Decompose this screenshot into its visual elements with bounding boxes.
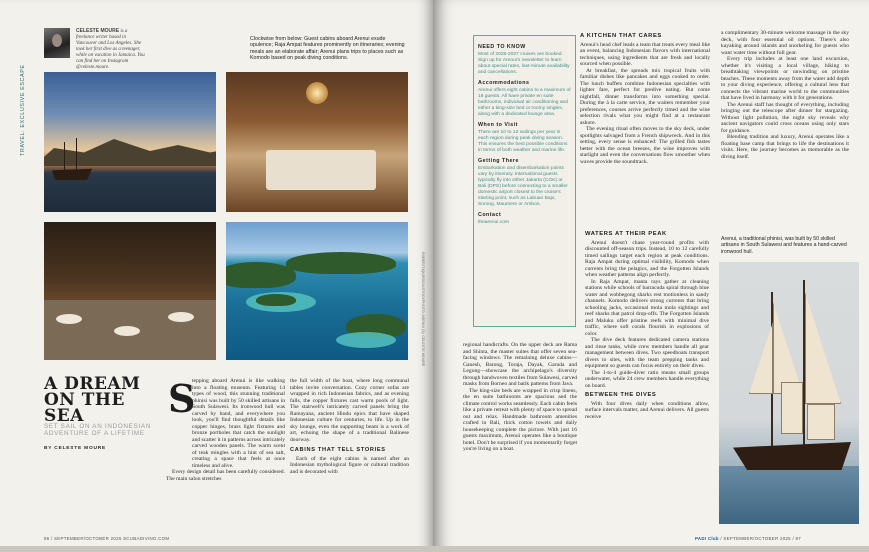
body-paragraph: the full width of the boat, where long communal tables invite conversation. Cozy corner sofas are wrapped in rich Indonesian fabrics, and as evening falls, the copper fixtures cast warm pools of light. The stairwell's intricately carved panels bring the Ramayana, ancient Hindu epics that have shaped Indonesian culture for centuries, to life. Up in the sky lounge, even the supporting beam is a work of art, echoing the shape of a traditional Balinese doorway. (290, 378, 409, 443)
sidebar-intro: Most of 2025-2027 cruises are booked. Sign up for Arenui's newsletter to learn about special rates, last-minute availability and cancellations. (478, 52, 570, 75)
body-paragraph: regional handicrafts. On the upper deck are Rama and Shinta, the master suites that offer seven sea-facing windows. The remaining deluxe cabins—Ganesh, Barong, Toraja, Dayak, Garuda and Legong—showcase the archipelago's diversity through handwoven textiles from Sulawesi, carved masks from Borneo and batik patterns from Java. (463, 342, 577, 387)
body-paragraph: tepping aboard Arenui is like walking into a floating museum. Featuring 14 types of wood, this stunning traditional phinisi was built by 50 skilled artisans in South Sulawesi. Its ironwood hull was carved by hand, and everywhere you look, you'll find thoughtful details like copper hinges, brass light fixtures and bronze portholes that catch the sunlight and scatter it in patterns across intricately carved wooden panels. The warm scent of teak mingles with a hint of sea salt, creating a space that feels at once timeless and alive. (192, 378, 285, 469)
body-paragraph: The Arenui staff has thought of everything, including bringing out the telescope after dinner for stargazing. Without light pollution, the night sky reveals why ancient navigators could cross oceans using only stars for guidance. (721, 101, 849, 134)
section-tag-text: TRAVEL: EXCLUSIVE ESCAPE (20, 64, 26, 156)
body-paragraph: Blending tradition and luxury, Arenui operates like a floating base camp that brings to life the destinations it visits. Here, the journey becomes as memorable as the diving itself. (721, 134, 849, 160)
body-paragraph: The 1-to-4 guide-diver ratio means small groups underwater, while 24 crew members handle everything on board. (585, 369, 709, 389)
author-box (44, 28, 234, 70)
body-column-2 (290, 378, 409, 475)
photo-raja-ampat-islands (226, 222, 408, 360)
subhead-between: BETWEEN THE DIVES (585, 392, 657, 398)
body-column-continued (463, 342, 577, 453)
sidebar-contact-link[interactable]: thearenui.com (478, 220, 509, 225)
sidebar-heading: Accommodations (478, 80, 530, 86)
photo-credit: ROBERTOQUIROGA/STOCKPHOTO; ARENUI (3); CELESTE MOURE (421, 252, 425, 367)
photo-caption: Clockwise from below: Guest cabins aboard Arenui exude opulence; Raja Ampat features prominently on itineraries; evening meals are an elaborate affair; Arenui plans trips to places such as Komodo based on peak diving conditions. (250, 36, 405, 61)
article-headline: A DREAM ON THE SEA (44, 374, 141, 426)
sidebar-heading: When to Visit (478, 122, 518, 128)
peak-column (585, 228, 709, 420)
body-paragraph: Arenui doesn't chase year-round profits with discounted off-season trips. Instead, 10 to 12 carefully timed sailings target each region at peak conditions. Raja Ampat during optimal visibility, Komodo when currents bring the pelagics, and the Forgotten Islands when weather patterns align perfectly. (585, 239, 709, 278)
sidebar-accommodations: Arenui offers eight cabins to a maximum of 16 guests. All have private en suite bathrooms, individual air conditioning and either a king-size bed or roomy singles, along with a dedicated lounge area. (478, 88, 571, 117)
body-column-1 (166, 378, 285, 482)
subhead-cabins: CABINS THAT TELL STORIES (290, 447, 386, 453)
page-folio: 86 / SEPTEMBER/OCTOBER 2025 SCUBADIVING.COM (44, 536, 170, 541)
body-paragraph: The evening ritual often moves to the sky deck, under spotlights salvaged from a French shipwreck. And in this setting, every sense is enhanced: The grilled fish tastes better with the ocean breezes, the wine improves with starlight and even the conversations flow smoother when waves provide the soundtrack. (580, 126, 710, 165)
sidebar-heading: Getting There (478, 158, 519, 164)
body-paragraph: The dive deck features dedicated camera stations and rinse tanks, while crew members handle all gear management between dives. Two speedboats transport divers to sites, with the team prepping tanks and equipment so guests can focus entirely on their dives. (585, 337, 709, 369)
next-page-edge (0, 546, 869, 552)
kitchen-column (580, 30, 710, 165)
photo-guest-cabin (226, 72, 408, 212)
subhead-peak: WATERS AT THEIR PEAK (585, 231, 667, 237)
author-bio: CELESTE MOURE is a freelance writer based in Vancouver and Los Angeles. She took her first dive as a teenager, while on vacation in Jamaica. You can find her on Instagram @celeste.moure. (76, 28, 145, 70)
body-paragraph: The king-size beds are wrapped in crisp linens, the en suite bathrooms are spacious and the climate control works seamlessly. Each cabin feels like a private retreat with plenty of space to spread out and relax. Handmade bathroom amenities crafted in Bali, thick cotton towels and daily housekeeping complete the picture. With just 16 guests maximum, Arenui operates like a boutique hotel. Don't be surprised if you momentarily forget you're living on a boat. (463, 387, 577, 452)
sidebar-getting-there: Embarkation and disembarkation points vary by itinerary. International guests typically fly into either Jakarta (CGK) or Bali (DPS) before connecting to a smaller domestic airport closest to the cruise's starting point, such as Labuan Bajo, Sorong, Maumere or Ambon. (478, 166, 568, 207)
body-paragraph: Every design detail has been carefully considered. The main salon stretches (166, 469, 285, 482)
body-paragraph: Every trip includes at least one land excursion, whether it's visiting a local village, hiking to breathtaking viewpoints or unwinding on pristine beaches. These moments away from the water add depth to your diving experience, offering a cultural lens that connects the vibrant marine world to the communities that have lived in harmony with it for generations. (721, 56, 849, 101)
right-page (433, 0, 869, 552)
subhead-kitchen: A KITCHEN THAT CARES (580, 33, 662, 39)
photo-dinner-table (44, 222, 216, 360)
left-page (0, 0, 433, 552)
article-deck: SET SAIL ON AN INDONESIAN ADVENTURE OF A LIFETIME (44, 423, 152, 438)
photo-ship-sunset (44, 72, 216, 212)
drop-cap: S (168, 376, 196, 421)
photo-arenui-phinisi (719, 262, 859, 524)
ship-caption: Arenui, a traditional phinisi, was built by 50 skilled artisans in South Sulawesi and features a hand-carved ironwood hull. (721, 236, 847, 255)
section-tag (18, 28, 26, 158)
body-paragraph: In Raja Ampat, manta rays gather at cleaning stations while schools of barracuda spiral through blue water and wobbegong sharks rest motionless in sandy channels. Komodo delivers strong currents that bring schooling jacks, occasional mola mola sightings and reef sharks that patrol drop-offs. The Forgotten Islands and Maluku offer pristine reefs with minimal dive traffic, where soft corals flourish in explosions of color. (585, 278, 709, 337)
body-paragraph: At breakfast, the spreads mix tropical fruits with familiar dishes like pancakes and eggs cooked to order. The lunch buffets combine Indonesian specialties with lighter fare, perfect for predive eating. But come nightfall, dinner transforms into something special. During the à la carte service, the waiters remember your preferences, courses arrive perfectly timed and the wine selection rivals what you might find at a restaurant ashore. (580, 67, 710, 126)
need-to-know-sidebar (473, 35, 576, 327)
page-folio: PADI Club / SEPTEMBER/OCTOBER 2025 / 87 (695, 536, 801, 541)
author-photo (44, 28, 70, 58)
padi-club-logo: PADI Club (695, 536, 719, 541)
author-name: CELESTE MOURE (76, 28, 120, 34)
body-column-3 (721, 30, 849, 160)
sidebar-heading: Contact (478, 212, 502, 218)
sidebar-when-to-visit: There are 10 to 12 sailings per year in each region during peak diving season. This ensures the best possible conditions in terms of both weather and marine life. (478, 130, 568, 153)
body-paragraph: a complimentary 30-minute welcome massage in the sky deck, with four essential oil options. There's also kayaking around islands and snorkeling for guests who want water time without full gear. (721, 30, 849, 56)
body-paragraph: With four dives daily when conditions allow, surface intervals matter, and Arenui delivers. All guests receive (585, 400, 709, 420)
article-byline: BY CELESTE MOURE (44, 446, 107, 451)
body-paragraph: Arenui's head chef leads a team that treats every meal like an event, balancing Indonesian flavors with international techniques, using ingredients that are fresh and locally sourced when possible. (580, 41, 710, 67)
sidebar-title: NEED TO KNOW (478, 44, 526, 50)
body-paragraph: Each of the eight cabins is named after an Indonesian mythological figure or cultural tradition and is decorated with (290, 455, 409, 475)
